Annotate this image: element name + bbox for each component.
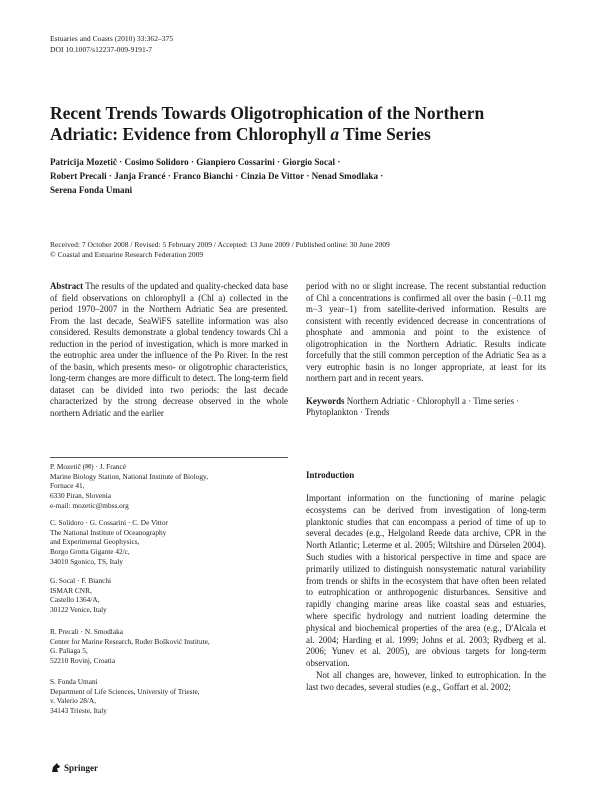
- received-dates: Received: 7 October 2008 / Revised: 5 February 2009 / Accepted: 13 June 2009 / Published online: 30 June 2009: [50, 240, 390, 249]
- doi: DOI 10.1007/s12237-009-9191-7: [50, 45, 153, 54]
- author-line-1: Patricija Mozetič · Cosimo Solidoro · Gianpiero Cossarini · Giorgio Socal ·: [50, 157, 341, 167]
- publisher-name: Springer: [64, 763, 99, 773]
- affiliation-4: R. Precali · N. Smodlaka Center for Marine Research, Ruđer Bošković Institute, G. Paliaga 5, 52210 Rovinj, Croatia: [50, 627, 210, 665]
- affiliation-3: G. Socal · F. Bianchi ISMAR CNR, Castello 1364/A, 30122 Venice, Italy: [50, 576, 112, 614]
- introduction-paragraph-1: Important information on the functioning of marine pelagic ecosystems can be derived from investigation of long-term planktonic studies that can encompass a period of time of up to several decades (e.g., Helgoland Reede data archive, CPR in the North Atlantic; Leterme et al. 2005; Wiltshire and Dürselen 2004). Such studies with a historical perspective in time and space are primarily utilized to distinguish nonsystematic natural variability from trends or shifts in the ecosystem that have often been related to eutrophication or anthropogenic disturbances. Sensitive and rapidly changing marine areas like coastal seas and estuaries, where specific hydrology and nutrient loading determine the physical and biochemical properties of the area (e.g., D'Alcala et al. 2004; Harding et al. 1999; Johns et al. 2003; Rydberg et al. 2006; Yunev et al. 2005), are obvious targets for long-term observation.: [306, 493, 546, 669]
- author-list: [50, 155, 470, 197]
- author-line-3: Serena Fonda Umani: [50, 185, 133, 195]
- affiliation-1: P. Mozetič (✉) · J. Francé Marine Biology Station, National Institute of Biology, Fornace 41, 6330 Piran, Slovenia e-mail: mozetic@mbss.org: [50, 462, 288, 510]
- title-line-2: Adriatic: Evidence from Chlorophyll a Time Series: [50, 124, 431, 144]
- publication-dates: [50, 240, 550, 260]
- springer-horse-icon: [50, 762, 62, 774]
- introduction-body: [306, 493, 546, 694]
- author-email[interactable]: e-mail: mozetic@mbss.org: [50, 500, 129, 510]
- title-line-1: Recent Trends Towards Oligotrophication of the Northern: [50, 103, 485, 123]
- introduction-paragraph-2: Not all changes are, however, linked to eutrophication. In the last two decades, several studies (e.g., Goffart et al. 2002;: [306, 669, 546, 692]
- abstract-right-column: [306, 281, 546, 419]
- keywords-text: Northern Adriatic · Chlorophyll a · Time series · Phytoplankton · Trends: [306, 395, 520, 418]
- abstract-text-left: The results of the updated and quality-checked data base of field observations on chlorophyll a (Chl a) collected in the period 1970–2007 in the Northern Adriatic Sea are presented. From the last decade, SeaWiFS satellite information was also considered. Results demonstrate a global tendency towards Chl a reduction in the period of investigation, which is more marked in the eutrophic area under the influence of the Po River. In the rest of the basin, which presents meso- or oligotrophic characteristics, long-term changes are more difficult to detect. The long-term field dataset can be divided into two periods: the last decade characterized by the strong decrease observed in the whole northern Adriatic and the earlier: [50, 281, 288, 419]
- abstract-left-column: [50, 281, 288, 420]
- introduction-heading: Introduction: [306, 470, 355, 480]
- footnote-divider: [50, 457, 288, 458]
- affiliation-5: S. Fonda Umani Department of Life Sciences, University of Trieste, v. Valerio 28/A, 34143 Trieste, Italy: [50, 677, 200, 715]
- copyright-line: © Coastal and Estuarine Research Federation 2009: [50, 250, 204, 259]
- affiliation-2: C. Solidoro · G. Cossarini · C. De Vittor The National Institute of Oceanography and Experimental Geophysics, Borgo Grotta Gigante 42/c, 34010 Sgonico, TS, Italy: [50, 518, 169, 566]
- article-title: [50, 103, 550, 145]
- keywords: [306, 396, 546, 419]
- journal-citation: Estuaries and Coasts (2010) 33:362–375: [50, 34, 174, 43]
- keywords-label: Keywords: [306, 395, 345, 406]
- author-line-2: Robert Precali · Janja Francé · Franco Bianchi · Cinzia De Vittor · Nenad Smodlaka ·: [50, 171, 384, 181]
- abstract-label: Abstract: [50, 281, 84, 291]
- publisher-logo: [50, 762, 98, 774]
- abstract-text-right: period with no or slight increase. The recent substantial reduction of Chl a concentrations is confirmed all over the basin (−0.11 mg m−3 year−1) from satellite-derived information. Results are consistent with recently evidenced decrease in concentrations of phosphate and ammonia and point to the existence of oligotrophication in the Northern Adriatic. Results indicate forcefully that the still common perception of the Adriatic Sea as a very eutrophic basin is no longer appropriate, at least for its northern part and in recent years.: [306, 281, 546, 384]
- journal-header: [50, 33, 173, 55]
